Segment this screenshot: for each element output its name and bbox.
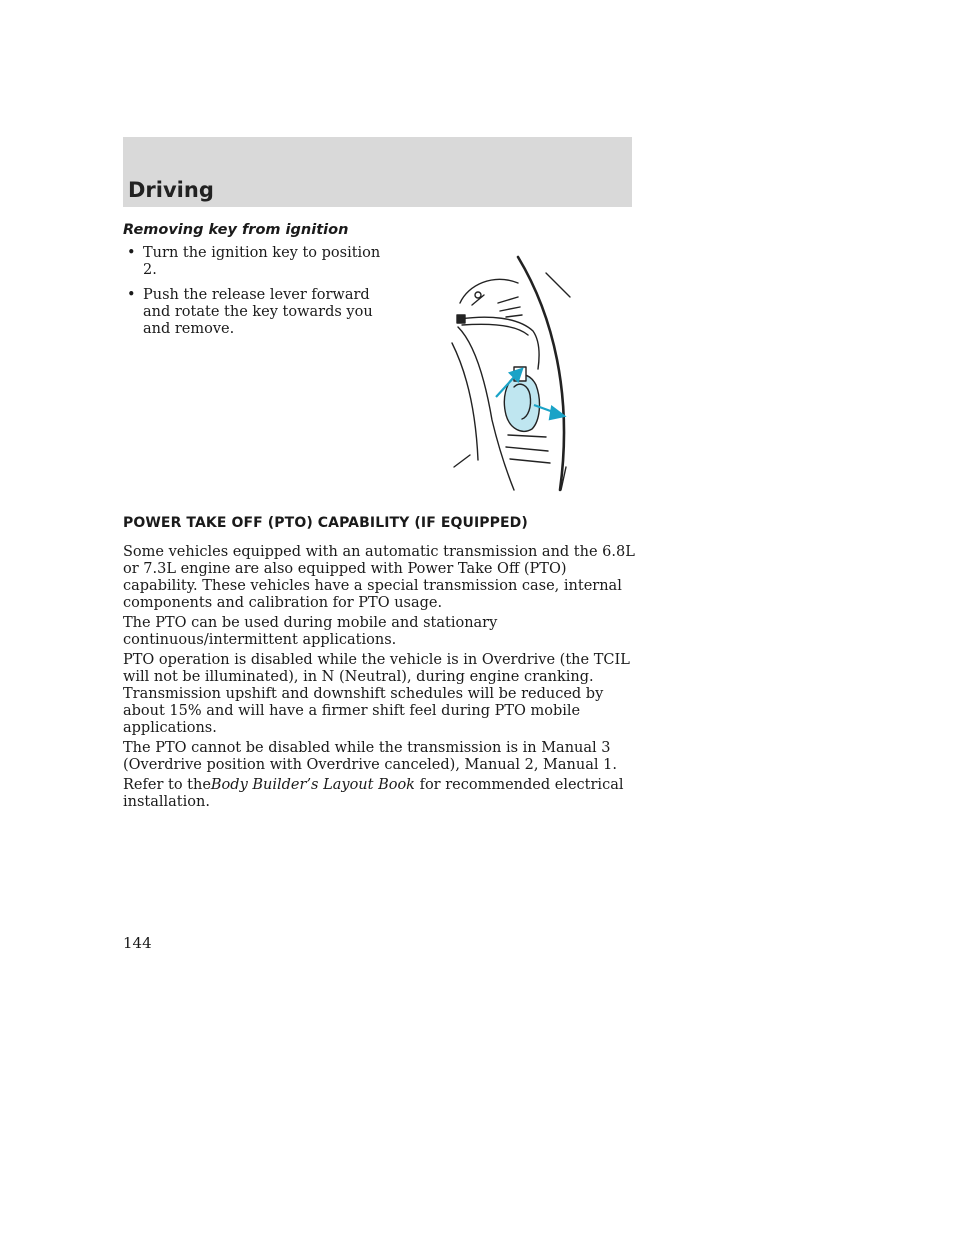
list-item	[123, 287, 393, 338]
pto-paragraph: Some vehicles equipped with an automatic transmission and the 6.8L or 7.3L engine are also equipped with Power Take Off (PTO) capability. These vehicles have a special transmission case, internal components and calibration for PTO usage.	[123, 544, 635, 611]
refer-prefix: Refer to the	[123, 777, 211, 793]
book-title: Body Builder’s Layout Book	[210, 777, 415, 793]
ignition-key-illustration	[448, 245, 578, 495]
ignition-subheading: Removing key from ignition	[123, 222, 349, 238]
bullet-icon: •	[127, 245, 136, 261]
pto-paragraph: The PTO cannot be disabled while the transmission is in Manual 3 (Overdrive position with Overdrive canceled), Manual 2, Manual 1.	[123, 740, 617, 773]
step-text: Turn the ignition key to position 2.	[143, 245, 381, 278]
pto-paragraph: PTO operation is disabled while the vehicle is in Overdrive (the TCIL will not be illuminated), in N (Neutral), during engine cranking. Transmission upshift and downshift schedules will be reduced by about 15% and will have a firmer shift feel during PTO mobile applications.	[123, 652, 630, 736]
page-number: 144	[123, 934, 152, 952]
refer-suffix: for recommended electrical installation.	[123, 777, 624, 810]
pto-paragraph: The PTO can be used during mobile and stationary continuous/intermittent applications.	[123, 615, 498, 648]
bullet-icon: •	[127, 287, 136, 303]
section-title: Driving	[128, 178, 214, 202]
list-item	[123, 245, 393, 279]
step-text: Push the release lever forward and rotate the key towards you and remove.	[143, 287, 373, 337]
ignition-steps	[123, 245, 393, 346]
pto-heading: POWER TAKE OFF (PTO) CAPABILITY (IF EQUIPPED)	[123, 515, 528, 531]
pto-refer-paragraph	[123, 777, 643, 811]
